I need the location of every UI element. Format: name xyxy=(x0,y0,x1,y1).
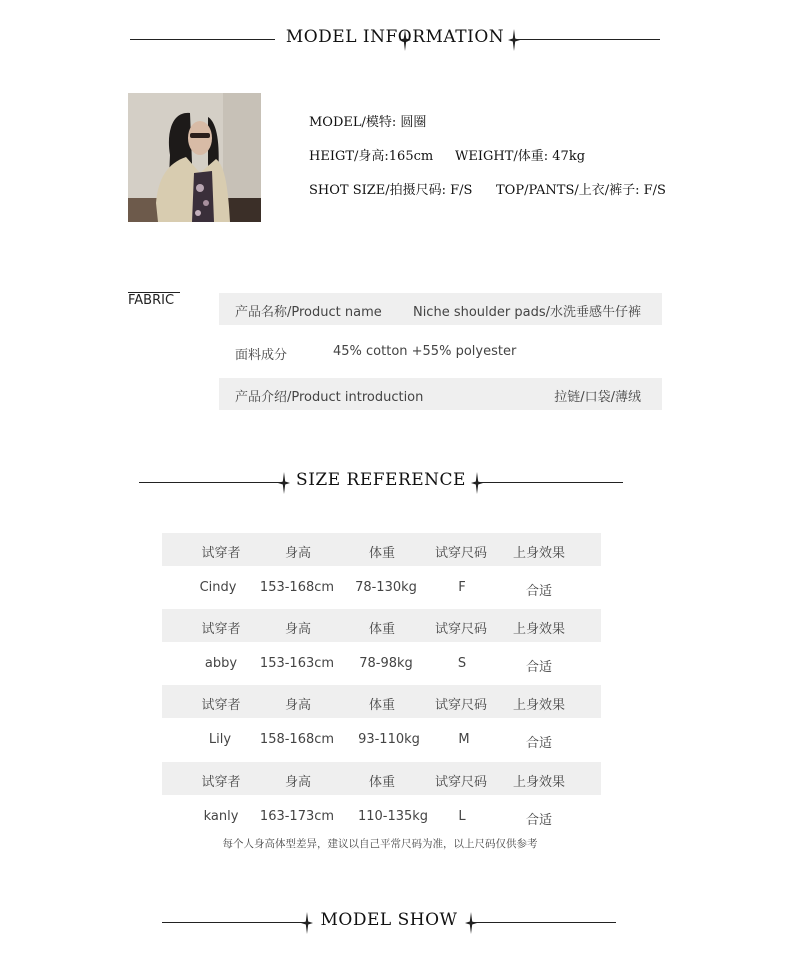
size-note: 每个人身高体型差异，建议以自己平常尺码为准，以上尺码仅供参考 xyxy=(222,838,538,850)
header-cell: 体重 xyxy=(368,622,395,637)
sparkle-icon xyxy=(471,472,483,494)
cell-name: kanly xyxy=(203,809,239,824)
cell-name: Cindy xyxy=(199,580,237,595)
header-cell: 身高 xyxy=(284,622,311,637)
fabric-row-composition xyxy=(219,336,662,368)
header-cell: 身高 xyxy=(284,698,311,713)
size-table-header-row xyxy=(162,685,601,718)
size-table-header-row xyxy=(162,533,601,566)
header-cell: 体重 xyxy=(368,775,395,790)
table-row xyxy=(162,571,601,604)
header-cell: 上身效果 xyxy=(512,622,565,637)
model-show-header xyxy=(162,908,616,938)
fabric-row-introduction xyxy=(219,378,662,410)
cell-weight: 78-98kg xyxy=(359,656,413,671)
fabric-row-label: 面料成分 xyxy=(235,348,288,363)
cell-height: 153-163cm xyxy=(259,656,335,671)
cell-height: 158-168cm xyxy=(259,732,335,747)
divider-right xyxy=(478,482,623,483)
cell-weight: 110-135kg xyxy=(357,809,429,824)
header-cell: 试穿者 xyxy=(201,546,241,561)
cell-weight: 78-130kg xyxy=(355,580,417,595)
cell-fit: 合适 xyxy=(525,660,552,675)
divider-right xyxy=(515,39,660,40)
table-row xyxy=(162,723,601,756)
model-name: MODEL/模特: 圆圈 xyxy=(309,115,427,130)
cell-size: L xyxy=(458,809,466,824)
model-information-header xyxy=(130,25,660,55)
model-height: HEIGT/身高:165cm xyxy=(309,149,434,164)
cell-height: 153-168cm xyxy=(259,580,335,595)
header-cell: 试穿尺码 xyxy=(434,698,487,713)
fabric-row-label: 产品名称/Product name xyxy=(235,305,382,320)
header-cell: 身高 xyxy=(284,546,311,561)
header-cell: 试穿尺码 xyxy=(434,775,487,790)
cell-size: S xyxy=(457,656,467,671)
top-pants-size: TOP/PANTS/上衣/裤子: F/S xyxy=(496,183,666,198)
header-cell: 体重 xyxy=(368,698,395,713)
cell-size: M xyxy=(458,732,470,747)
size-table-header-row xyxy=(162,762,601,795)
header-cell: 试穿尺码 xyxy=(434,622,487,637)
header-cell: 试穿尺码 xyxy=(434,546,487,561)
cell-size: F xyxy=(458,580,466,595)
model-weight: WEIGHT/体重: 47kg xyxy=(455,149,586,164)
cell-fit: 合适 xyxy=(525,813,552,828)
header-cell: 上身效果 xyxy=(512,775,565,790)
size-table-header-row xyxy=(162,609,601,642)
section-title: MODEL INFORMATION xyxy=(285,27,505,47)
fabric-row-label: 产品介绍/Product introduction xyxy=(235,390,424,405)
cell-height: 163-173cm xyxy=(259,809,335,824)
fabric-row-value: Niche shoulder pads/水洗垂感牛仔裤 xyxy=(412,305,641,320)
cell-fit: 合适 xyxy=(525,736,552,751)
section-title: SIZE REFERENCE xyxy=(296,470,466,490)
fabric-label: FABRIC xyxy=(128,293,175,308)
cell-weight: 93-110kg xyxy=(358,732,420,747)
size-reference-header xyxy=(139,468,623,498)
fabric-row-value: 45% cotton +55% polyester xyxy=(333,344,517,359)
model-photo-illustration xyxy=(128,93,261,222)
cell-fit: 合适 xyxy=(525,584,552,599)
section-title: MODEL SHOW xyxy=(320,910,458,930)
sparkle-icon xyxy=(465,912,477,934)
divider-right xyxy=(471,922,616,923)
fabric-row-value: 拉链/口袋/薄绒 xyxy=(554,390,641,405)
cell-name: Lily xyxy=(208,732,232,747)
cell-name: abby xyxy=(204,656,238,671)
fabric-row-product-name xyxy=(219,293,662,325)
header-cell: 身高 xyxy=(284,775,311,790)
table-row xyxy=(162,800,601,833)
header-cell: 上身效果 xyxy=(512,698,565,713)
header-cell: 试穿者 xyxy=(201,775,241,790)
header-cell: 试穿者 xyxy=(201,622,241,637)
header-cell: 试穿者 xyxy=(201,698,241,713)
shot-size: SHOT SIZE/拍摄尺码: F/S xyxy=(309,183,473,198)
header-cell: 体重 xyxy=(368,546,395,561)
model-photo xyxy=(128,93,261,222)
table-row xyxy=(162,647,601,680)
header-cell: 上身效果 xyxy=(512,546,565,561)
sparkle-icon xyxy=(508,29,520,51)
